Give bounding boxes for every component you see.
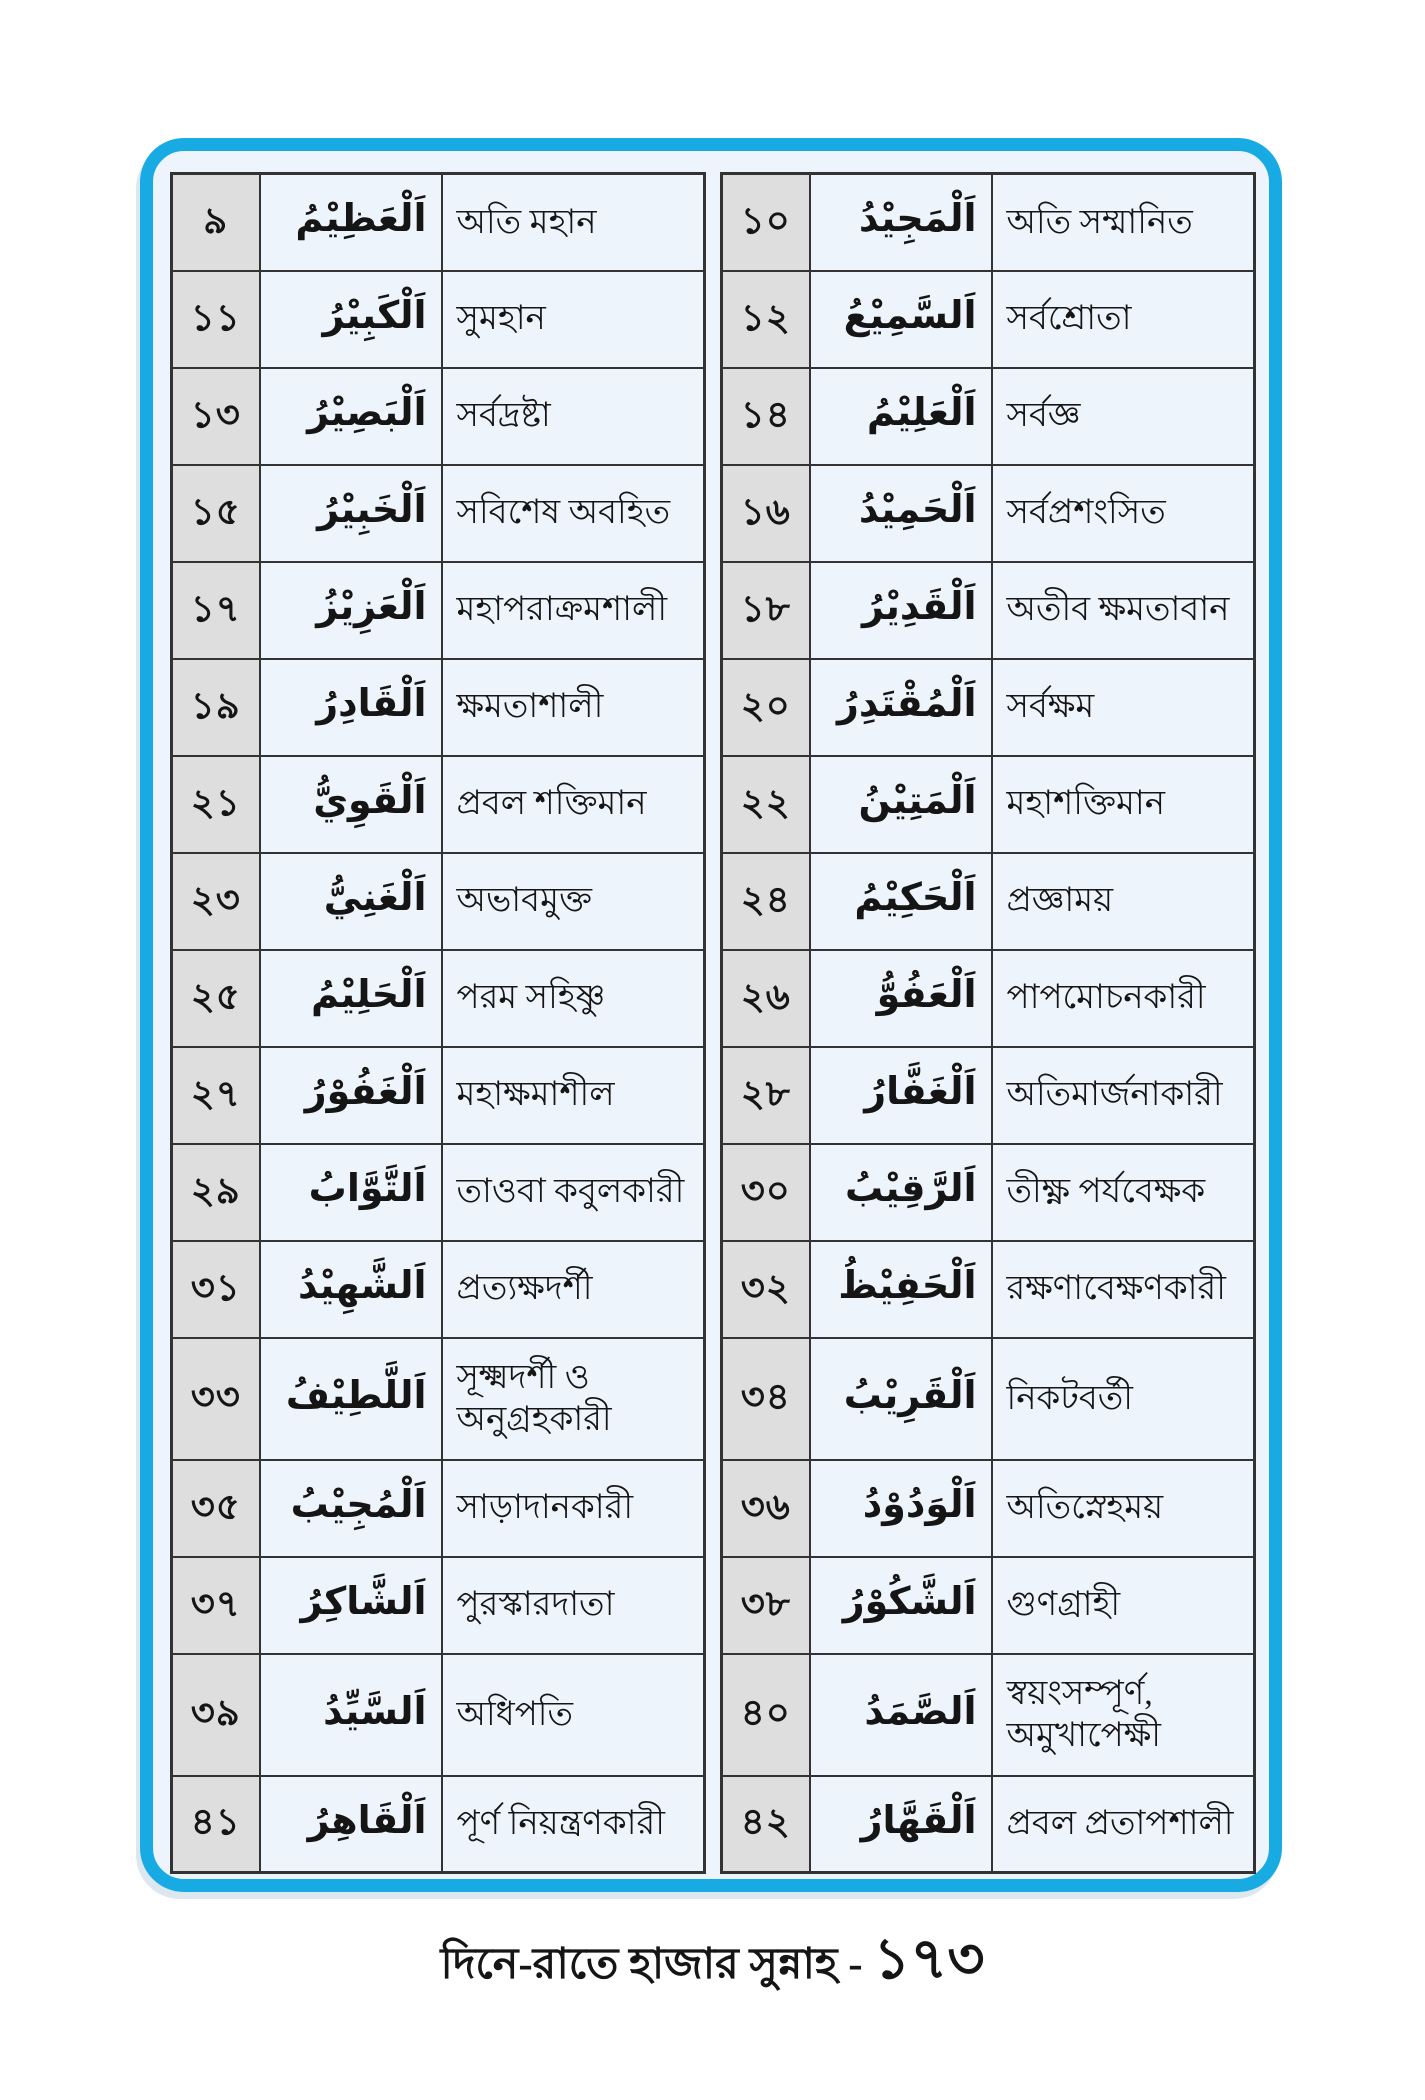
table-row — [172, 1654, 705, 1776]
bengali-meaning: অতিমার্জনাকারী — [992, 1047, 1255, 1144]
bengali-meaning: সূক্ষ্মদর্শী ও অনুগ্রহকারী — [442, 1338, 705, 1460]
table-row — [172, 1047, 705, 1144]
table-row — [722, 1460, 1255, 1557]
arabic-name: اَلْمَتِيْنُ — [810, 756, 992, 853]
bengali-meaning: অতিস্নেহময় — [992, 1460, 1255, 1557]
arabic-name: اَلْحَفِيْظُ — [810, 1241, 992, 1338]
table-row — [172, 659, 705, 756]
bengali-meaning: নিকটবর্তী — [992, 1338, 1255, 1460]
bengali-meaning: সাড়াদানকারী — [442, 1460, 705, 1557]
bengali-meaning: গুণগ্রাহী — [992, 1557, 1255, 1654]
row-number: ২২ — [722, 756, 810, 853]
table-row — [722, 271, 1255, 368]
row-number: ১৫ — [172, 465, 260, 562]
arabic-name: اَلْحَكِيْمُ — [810, 853, 992, 950]
table-row — [172, 1776, 705, 1873]
table-row — [172, 756, 705, 853]
names-table-card — [140, 138, 1282, 1892]
table-row — [722, 950, 1255, 1047]
arabic-name: اَللَّطِيْفُ — [260, 1338, 442, 1460]
row-number: ৪২ — [722, 1776, 810, 1873]
arabic-name: اَلْقَرِيْبُ — [810, 1338, 992, 1460]
arabic-name: اَلْغَفُوْرُ — [260, 1047, 442, 1144]
row-number: ৩২ — [722, 1241, 810, 1338]
row-number: ৯ — [172, 174, 260, 271]
bengali-meaning: অতি মহান — [442, 174, 705, 271]
arabic-name: اَلْوَدُوْدُ — [810, 1460, 992, 1557]
arabic-name: اَلْعَزِيْزُ — [260, 562, 442, 659]
table-row — [722, 562, 1255, 659]
bengali-meaning: তাওবা কবুলকারী — [442, 1144, 705, 1241]
table-row — [172, 465, 705, 562]
arabic-name: اَلْمَجِيْدُ — [810, 174, 992, 271]
row-number: ৩৯ — [172, 1654, 260, 1776]
bengali-meaning: তীক্ষ্ণ পর্যবেক্ষক — [992, 1144, 1255, 1241]
arabic-name: اَلْقَاهِرُ — [260, 1776, 442, 1873]
bengali-meaning: রক্ষণাবেক্ষণকারী — [992, 1241, 1255, 1338]
table-row — [172, 562, 705, 659]
arabic-name: اَلْكَبِيْرُ — [260, 271, 442, 368]
bengali-meaning: সর্বপ্রশংসিত — [992, 465, 1255, 562]
arabic-name: اَلشَّاكِرُ — [260, 1557, 442, 1654]
bengali-meaning: প্রজ্ঞাময় — [992, 853, 1255, 950]
row-number: ৩৮ — [722, 1557, 810, 1654]
table-row — [722, 853, 1255, 950]
arabic-name: اَلْخَبِيْرُ — [260, 465, 442, 562]
row-number: ১৯ — [172, 659, 260, 756]
bengali-meaning: মহাশক্তিমান — [992, 756, 1255, 853]
page-footer — [0, 1916, 1425, 2011]
row-number: ৩১ — [172, 1241, 260, 1338]
arabic-name: اَلْعَفُوُّ — [810, 950, 992, 1047]
table-row — [722, 659, 1255, 756]
bengali-meaning: মহাপরাক্রমশালী — [442, 562, 705, 659]
table-row — [172, 174, 705, 271]
row-number: ৩৭ — [172, 1557, 260, 1654]
bengali-meaning: প্রবল প্রতাপশালী — [992, 1776, 1255, 1873]
row-number: ২৯ — [172, 1144, 260, 1241]
row-number: ২৮ — [722, 1047, 810, 1144]
bengali-meaning: প্রবল শক্তিমান — [442, 756, 705, 853]
arabic-name: اَلْمُقْتَدِرُ — [810, 659, 992, 756]
arabic-name: اَلرَّقِيْبُ — [810, 1144, 992, 1241]
table-row — [722, 1557, 1255, 1654]
row-number: ১৩ — [172, 368, 260, 465]
bengali-meaning: অভাবমুক্ত — [442, 853, 705, 950]
row-number: ২৫ — [172, 950, 260, 1047]
table-row — [722, 465, 1255, 562]
arabic-name: اَلْقَادِرُ — [260, 659, 442, 756]
bengali-meaning: পূর্ণ নিয়ন্ত্রণকারী — [442, 1776, 705, 1873]
row-number: ৩০ — [722, 1144, 810, 1241]
table-row — [172, 853, 705, 950]
bengali-meaning: পাপমোচনকারী — [992, 950, 1255, 1047]
bengali-meaning: অতি সম্মানিত — [992, 174, 1255, 271]
row-number: ২০ — [722, 659, 810, 756]
table-row — [172, 1338, 705, 1460]
table-row — [172, 1557, 705, 1654]
table-row — [172, 271, 705, 368]
table-row — [172, 950, 705, 1047]
row-number: ১০ — [722, 174, 810, 271]
bengali-meaning: মহাক্ষমাশীল — [442, 1047, 705, 1144]
row-number: ৩৩ — [172, 1338, 260, 1460]
arabic-name: اَلْغَنِيُّ — [260, 853, 442, 950]
arabic-name: اَلْحَلِيْمُ — [260, 950, 442, 1047]
row-number: ১৭ — [172, 562, 260, 659]
bengali-meaning: সবিশেষ অবহিত — [442, 465, 705, 562]
bengali-meaning: পরম সহিষ্ণু — [442, 950, 705, 1047]
bengali-meaning: স্বয়ংসম্পূর্ণ, অমুখাপেক্ষী — [992, 1654, 1255, 1776]
row-number: ৩৪ — [722, 1338, 810, 1460]
row-number: ১৬ — [722, 465, 810, 562]
bengali-meaning: সর্বজ্ঞ — [992, 368, 1255, 465]
bengali-meaning: ক্ষমতাশালী — [442, 659, 705, 756]
row-number: ৪১ — [172, 1776, 260, 1873]
row-number: ৪০ — [722, 1654, 810, 1776]
tables-container — [170, 172, 1256, 1874]
table-row — [722, 1338, 1255, 1460]
arabic-name: اَلْعَلِيْمُ — [810, 368, 992, 465]
arabic-name: اَلتَّوَّابُ — [260, 1144, 442, 1241]
arabic-name: اَلْبَصِيْرُ — [260, 368, 442, 465]
row-number: ২৪ — [722, 853, 810, 950]
row-number: ১১ — [172, 271, 260, 368]
arabic-name: اَلصَّمَدُ — [810, 1654, 992, 1776]
row-number: ১৪ — [722, 368, 810, 465]
arabic-name: اَلْقَدِيْرُ — [810, 562, 992, 659]
arabic-name: اَلسَّمِيْعُ — [810, 271, 992, 368]
row-number: ৩৬ — [722, 1460, 810, 1557]
arabic-name: اَلْحَمِيْدُ — [810, 465, 992, 562]
bengali-meaning: সর্বশ্রোতা — [992, 271, 1255, 368]
arabic-name: اَلشَّكُوْرُ — [810, 1557, 992, 1654]
table-row — [172, 368, 705, 465]
row-number: ২৭ — [172, 1047, 260, 1144]
table-row — [722, 1776, 1255, 1873]
bengali-meaning: সুমহান — [442, 271, 705, 368]
row-number: ১৮ — [722, 562, 810, 659]
arabic-name: اَلْقَوِيُّ — [260, 756, 442, 853]
table-row — [172, 1144, 705, 1241]
bengali-meaning: পুরস্কারদাতা — [442, 1557, 705, 1654]
table-row — [172, 1460, 705, 1557]
arabic-name: اَلشَّهِيْدُ — [260, 1241, 442, 1338]
table-row — [722, 1047, 1255, 1144]
footer-page-number: ১৭৩ — [873, 1928, 985, 1991]
table-row — [722, 756, 1255, 853]
bengali-meaning: অধিপতি — [442, 1654, 705, 1776]
table-row — [722, 368, 1255, 465]
bengali-meaning: সর্বদ্রষ্টা — [442, 368, 705, 465]
arabic-name: اَلْقَهَّارُ — [810, 1776, 992, 1873]
table-row — [722, 1654, 1255, 1776]
arabic-name: اَلْمُجِيْبُ — [260, 1460, 442, 1557]
arabic-name: اَلْغَفَّارُ — [810, 1047, 992, 1144]
arabic-name: اَلْعَظِيْمُ — [260, 174, 442, 271]
row-number: ২৩ — [172, 853, 260, 950]
bengali-meaning: সর্বক্ষম — [992, 659, 1255, 756]
arabic-name: اَلسَّيِّدُ — [260, 1654, 442, 1776]
bengali-meaning: প্রত্যক্ষদর্শী — [442, 1241, 705, 1338]
table-row — [722, 1241, 1255, 1338]
row-number: ৩৫ — [172, 1460, 260, 1557]
row-number: ২৬ — [722, 950, 810, 1047]
footer-title: দিনে-রাতে হাজার সুন্নাহ - — [440, 1941, 874, 1988]
row-number: ১২ — [722, 271, 810, 368]
table-row — [722, 1144, 1255, 1241]
table-left — [170, 172, 706, 1874]
table-row — [722, 174, 1255, 271]
row-number: ২১ — [172, 756, 260, 853]
table-row — [172, 1241, 705, 1338]
bengali-meaning: অতীব ক্ষমতাবান — [992, 562, 1255, 659]
table-right — [720, 172, 1256, 1874]
